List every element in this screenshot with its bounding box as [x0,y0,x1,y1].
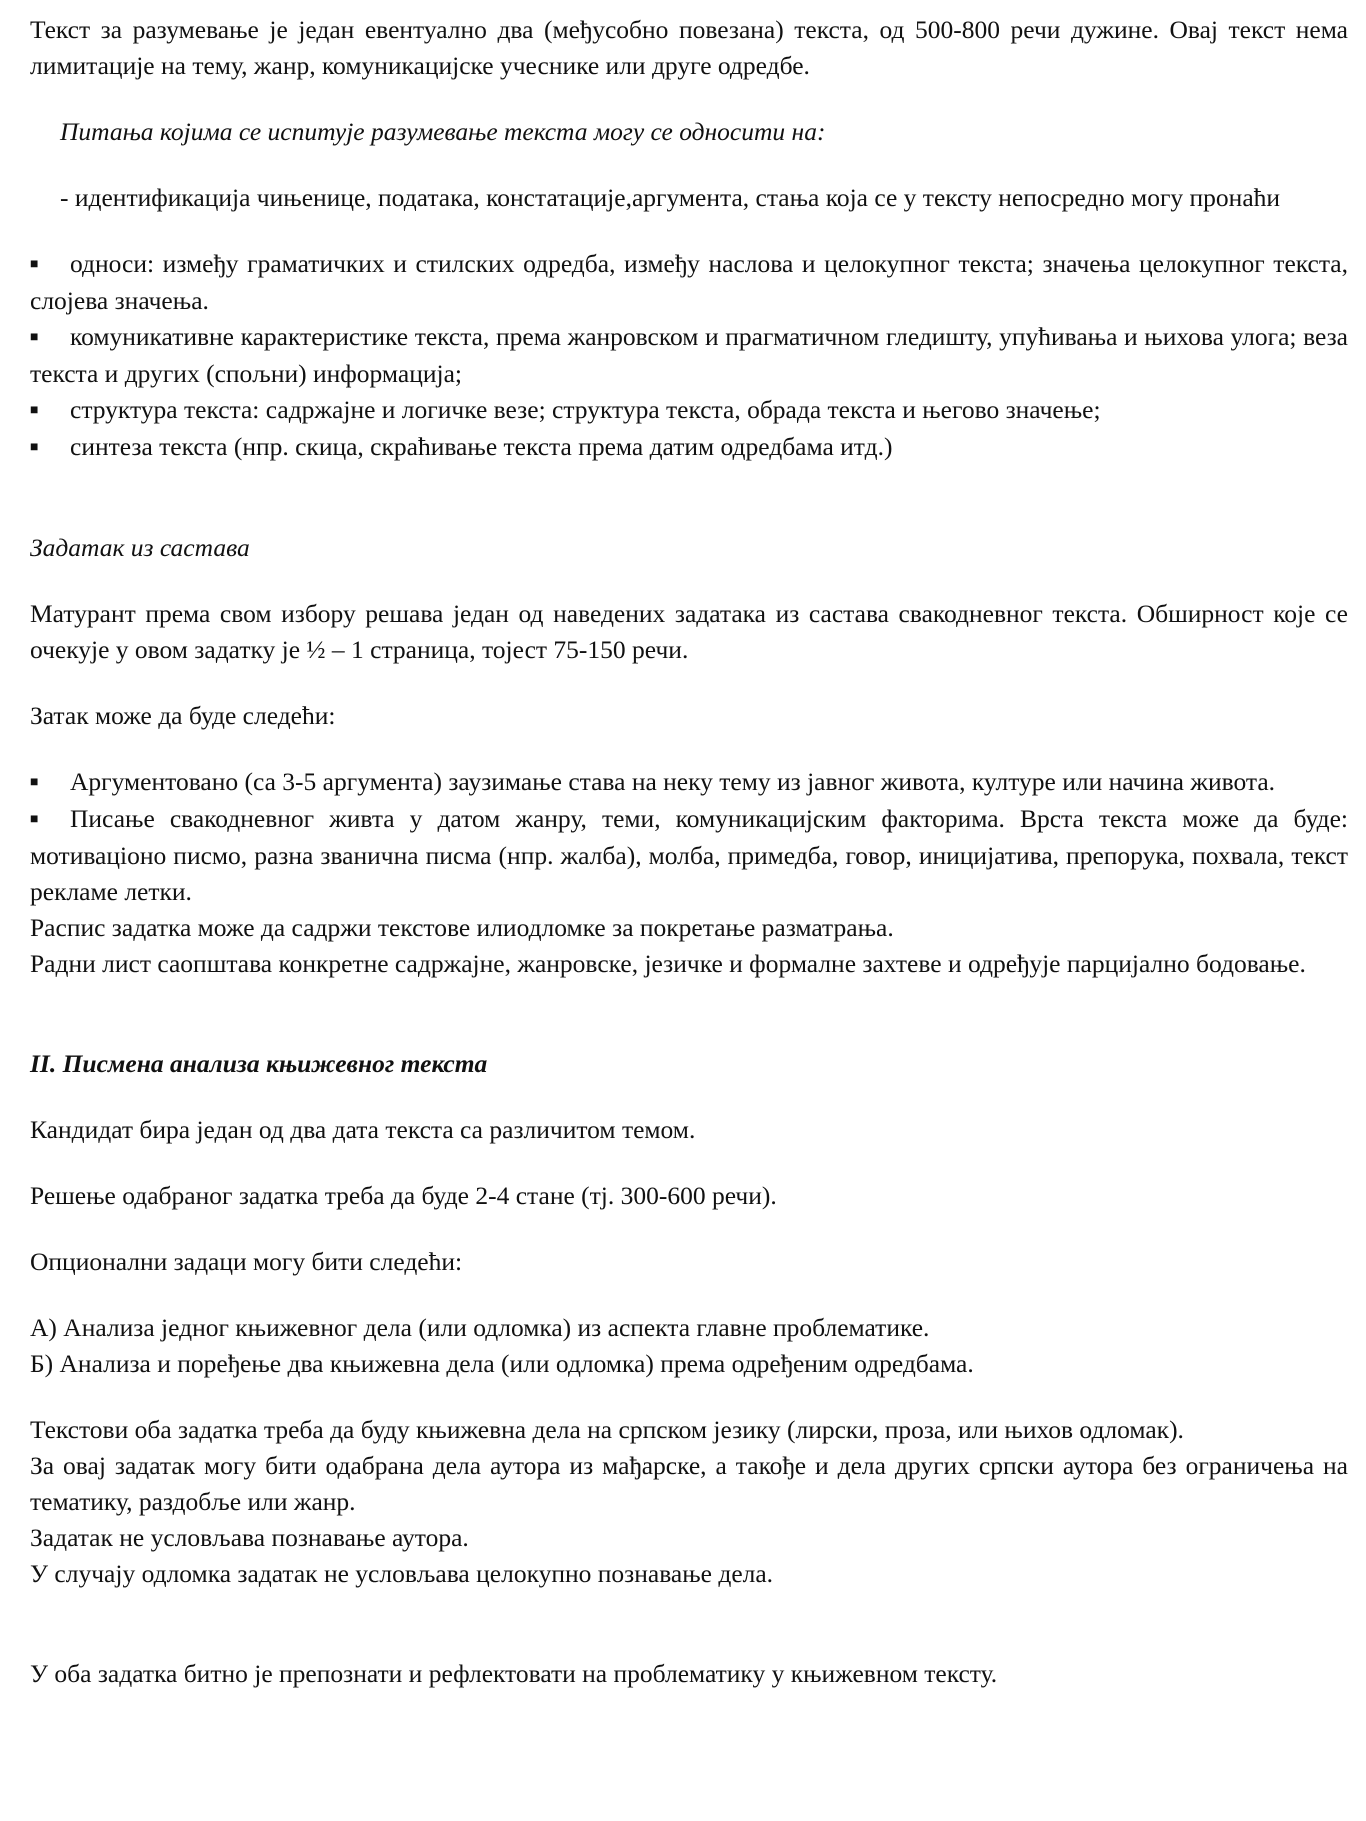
literary-options-lead: Опционални задаци могу бити следећи: [30,1247,463,1276]
literary-length: Решење одабраног задатка треба да буде 2-4 стане (тј. 300-600 речи). [30,1181,777,1210]
literary-heading: II. Писмена анализа књижевног текста [30,1049,488,1078]
bullet-text: комуникативне карактеристике текста, према жанровском и прагматичном гледишту, упућивања и њихова улога; веза текста и других (спољни) информација; [30,322,1348,388]
questions-heading: Питања којима се испитује разумевање текста могу се односити на: [60,117,826,146]
bullet-text: Аргументовано (са 3-5 аргумента) заузимање става на неку тему из јавног живота, културе или начина живота. [70,767,1276,796]
bullet-text: Писање свакодневног живта у датом жанру, теми, комуникацијским факторима. Врста текста може да буде: мотиваціоно писмо, разна званична писма (нпр. жалба), молба, примедба, говор, иницијатива, препорука, похвала, текст рекламе летки. [30,804,1348,906]
square-bullet-icon: ■ [30,330,39,345]
bullet-text: односи: између граматичких и стилских одредба, између наслова и целокупног текста; значења целокупног текста, слојева значења. [30,249,1348,315]
bullet-text: синтеза текста (нпр. скица, скраћивање текста према датим одредбама итд.) [70,432,893,461]
literary-texts-2: За овај задатак могу бити одабрана дела аутора из мађарске, а такође и дела других српски аутора без ограничења на тематику, раздобље или жанр. [30,1451,1348,1516]
comprehension-bullet-4 [30,429,1348,466]
composition-task-lead: Затак може да буде следећи: [30,701,336,730]
literary-texts-1: Текстови оба задатка треба да буду књижевна дела на српском језику (лирски, проза, или њихов одломак). [30,1415,1184,1444]
literary-closing: У оба задатка битно је препознати и рефлектовати на проблематику у књижевном тексту. [30,1659,998,1688]
comprehension-bullet-1 [30,246,1348,319]
literary-texts-4: У случају одломка задатак не условљава целокупно познавање дела. [30,1559,774,1588]
square-bullet-icon: ■ [30,440,39,455]
literary-option-b: Б) Анализа и поређење два књижевна дела (или одломка) према одређеним одредбама. [30,1349,974,1378]
composition-intro: Матурант према свом избору решава један од наведених задатака из састава свакодневног текста. Обширност које се очекује у овом задатку је ½ – 1 страница, тојест 75-150 речи. [30,599,1348,664]
square-bullet-icon: ■ [30,812,39,827]
square-bullet-icon: ■ [30,257,39,272]
literary-option-a: А) Анализа једног књижевног дела (или одломка) из аспекта главне проблематике. [30,1313,930,1342]
document-page [30,12,1348,1692]
composition-note-2: Радни лист саопштава конкретне садржајне, жанровске, језичке и формалне захтеве и одређује парцијално бодовање. [30,949,1306,978]
comprehension-bullet-2 [30,319,1348,392]
literary-texts-3: Задатак не условљава познавање аутора. [30,1523,469,1552]
composition-heading: Задатак из састава [30,533,250,562]
square-bullet-icon: ■ [30,775,39,790]
comprehension-intro: Текст за разумевање је један евентуално два (међусобно повезана) текста, од 500-800 речи дужине. Овај текст нема лимитације на тему, жанр, комуникацијске учеснике или друге одредбе. [30,15,1348,80]
composition-bullet-1 [30,764,1348,801]
composition-note-1: Распис задатка може да садржи текстове илиодломке за покретање разматрања. [30,913,894,942]
composition-bullet-2 [30,801,1348,910]
literary-choice: Кандидат бира један од два дата текста са различитом темом. [30,1115,696,1144]
square-bullet-icon: ■ [30,403,39,418]
dash-item: - идентификација чињенице, података, констатације,аргумента, стања која се у тексту непосредно могу пронаћи [60,183,1281,212]
comprehension-bullet-3 [30,392,1348,429]
bullet-text: структура текста: садржајне и логичке везе; структура текста, обрада текста и његово значење; [70,395,1101,424]
